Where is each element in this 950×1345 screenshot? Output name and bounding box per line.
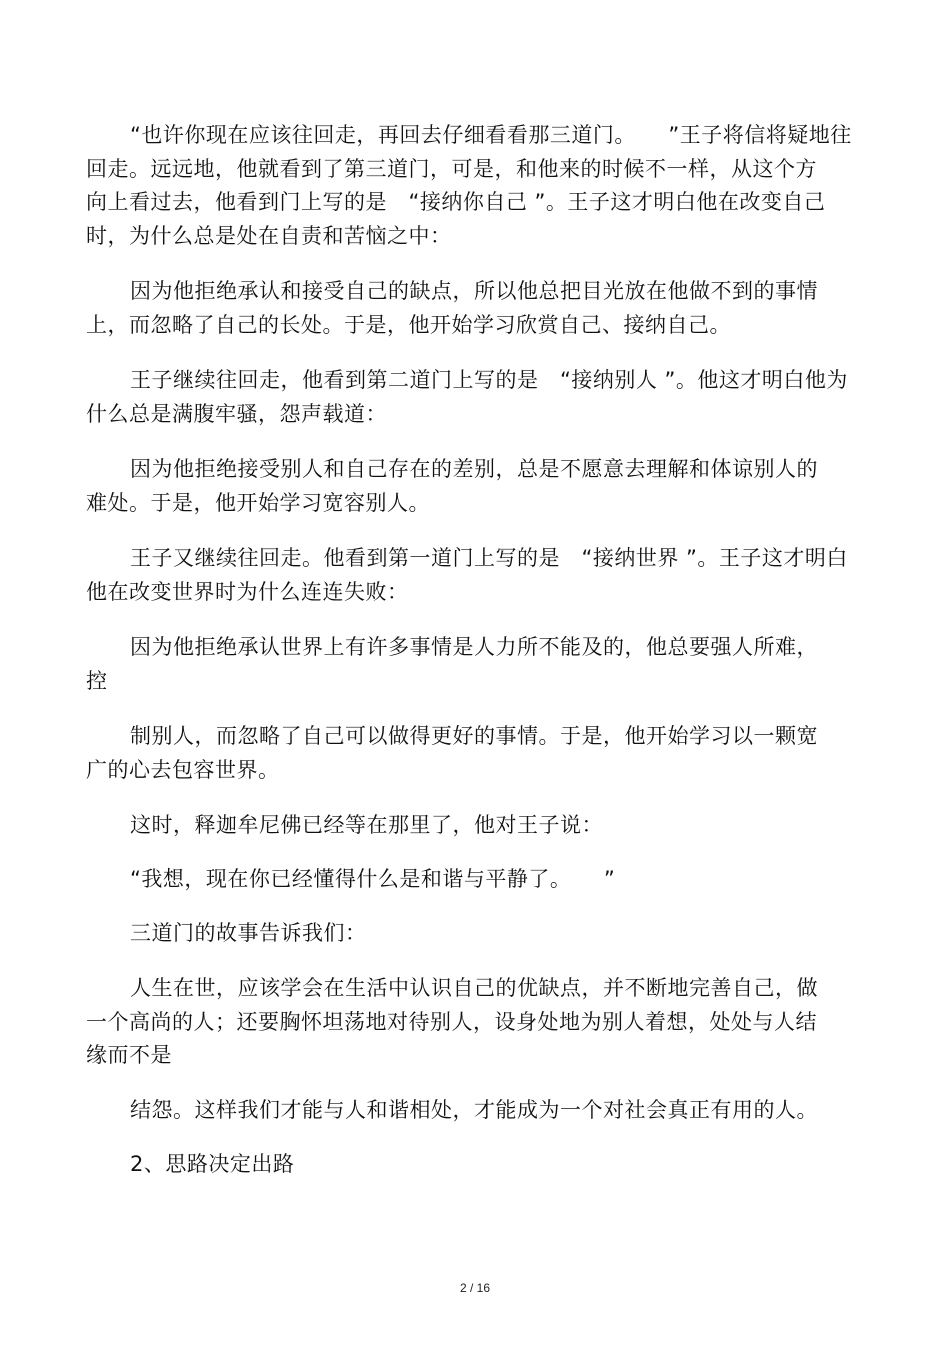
- text-line: “我想，现在你已经懂得什么是和谐与平静了。 ”: [130, 867, 616, 891]
- text-line: 缘而不是: [86, 1043, 172, 1067]
- text-line: 难处。于是，他开始学习宽容别人。: [86, 491, 430, 515]
- text-line: 回走。远远地，他就看到了第三道门，可是，和他来的时候不一样，从这个方: [86, 157, 817, 181]
- text-line: 广的心去包容世界。: [86, 758, 280, 782]
- text-line: 控: [86, 669, 108, 693]
- text-line: 他在改变世界时为什么连连失败：: [86, 580, 409, 604]
- text-line: 王子又继续往回走。他看到第一道门上写的是 “接纳世界 ”。王子这才明白: [130, 546, 848, 570]
- text-line: 因为他拒绝承认和接受自己的缺点，所以他总把目光放在他做不到的事情: [130, 279, 818, 303]
- section-heading: 2、思路决定出路: [130, 1152, 295, 1176]
- text-line: 制别人，而忽略了自己可以做得更好的事情。于是，他开始学习以一颗宽: [130, 724, 818, 748]
- text-line: 上，而忽略了自己的长处。于是，他开始学习欣赏自己、接纳自己。: [86, 313, 731, 337]
- text-line: 什么总是满腹牢骚，怨声载道：: [86, 402, 387, 426]
- text-line: 因为他拒绝承认世界上有许多事情是人力所不能及的，他总要强人所难，: [130, 635, 818, 659]
- page-number: 2 / 16: [459, 1281, 491, 1295]
- text-line: 这时，释迦牟尼佛已经等在那里了，他对王子说：: [130, 813, 603, 837]
- text-line: 人生在世，应该学会在生活中认识自己的优缺点，并不断地完善自己，做: [130, 976, 818, 1000]
- text-line: 一个高尚的人；还要胸怀坦荡地对待别人，设身处地为别人着想，处处与人结: [86, 1010, 817, 1034]
- text-line: 因为他拒绝接受别人和自己存在的差别，总是不愿意去理解和体谅别人的: [130, 457, 818, 481]
- text-line: 王子继续往回走，他看到第二道门上写的是 “接纳别人 ”。他这才明白他为: [130, 368, 848, 392]
- text-line: “也许你现在应该往回走，再回去仔细看看那三道门。 ”王子将信将疑地往: [130, 123, 852, 147]
- text-line: 三道门的故事告诉我们：: [130, 921, 367, 945]
- text-line: 向上看过去，他看到门上写的是 “接纳你自己 ”。王子这才明白他在改变自己: [86, 190, 826, 214]
- text-line: 结怨。这样我们才能与人和谐相处，才能成为一个对社会真正有用的人。: [130, 1098, 818, 1122]
- text-line: 时，为什么总是处在自责和苦恼之中：: [86, 224, 452, 248]
